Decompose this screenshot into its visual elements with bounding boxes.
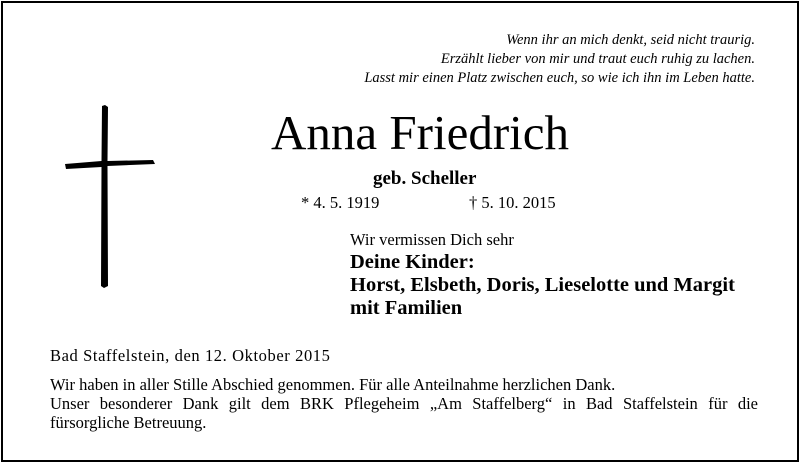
thanks-text: [50, 375, 758, 432]
obituary-card: [1, 1, 799, 462]
deceased-name: Anna Friedrich: [271, 105, 569, 160]
poem-line: Lasst mir einen Platz zwischen euch, so wie ich ihn im Leben hatte.: [364, 70, 755, 86]
thanks-line: Wir haben in aller Stille Abschied genommen. Für alle Anteilnahme herzlichen Dank.: [50, 375, 616, 394]
cross-icon: [3, 3, 203, 303]
maiden-name: geb. Scheller: [373, 168, 477, 189]
poem-line: Wenn ihr an mich denkt, seid nicht traurig.: [506, 32, 755, 48]
thanks-line: Unser besonderer Dank gilt dem BRK Pflegeheim „Am Staffelberg“ in Bad Staffelstein für die: [50, 394, 758, 413]
birth-date: * 4. 5. 1919: [301, 193, 380, 212]
place-date: Bad Staffelstein, den 12. Oktober 2015: [50, 346, 331, 365]
mourners-block: [350, 251, 735, 320]
mourners-suffix: mit Familien: [350, 297, 463, 319]
mourners-intro: Wir vermissen Dich sehr: [350, 230, 514, 249]
poem-line: Erzählt lieber von mir und traut euch ruhig zu lachen.: [440, 51, 755, 67]
mourners-heading: Deine Kinder:: [350, 251, 475, 273]
memorial-poem: [364, 31, 755, 88]
thanks-line: fürsorgliche Betreuung.: [50, 413, 207, 432]
mourners-names: Horst, Elsbeth, Doris, Lieselotte und Margit: [350, 274, 735, 296]
death-date: † 5. 10. 2015: [469, 193, 556, 212]
